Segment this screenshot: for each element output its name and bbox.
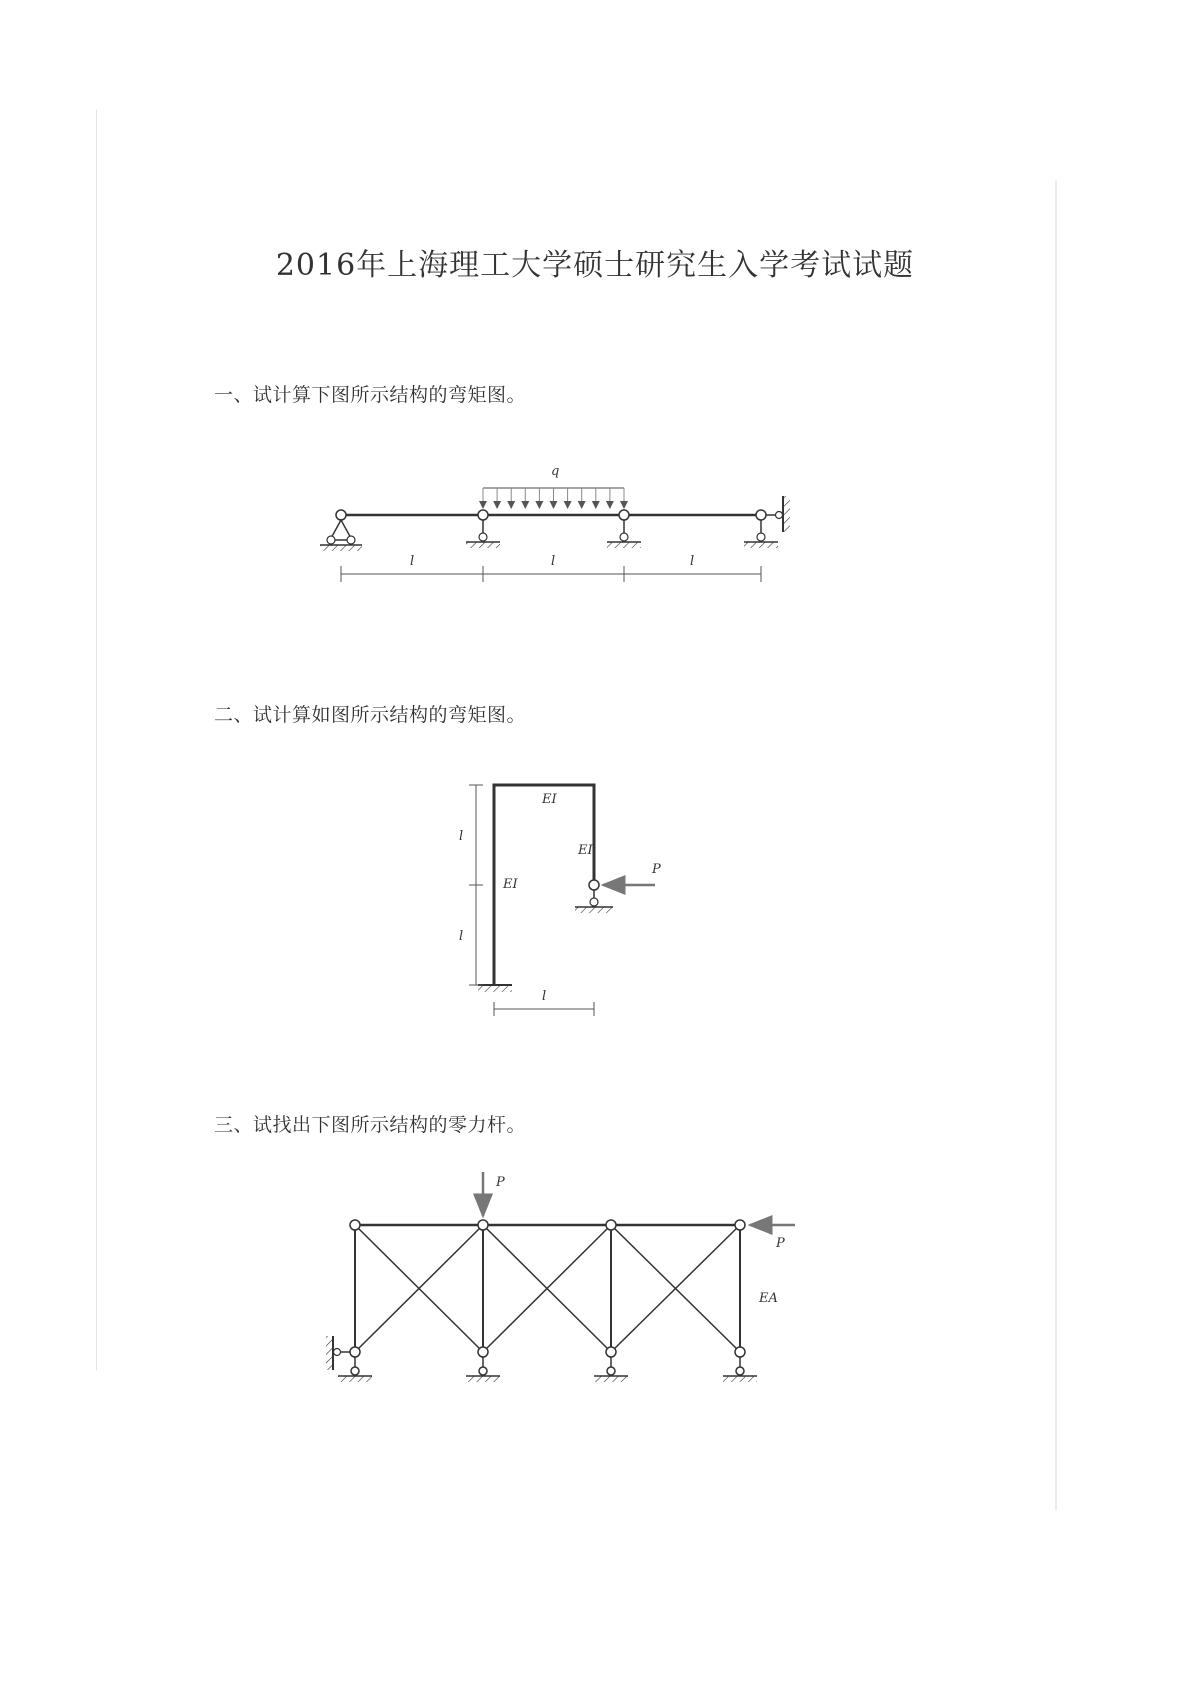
page-title: 2016年上海理工大学硕士研究生入学考试试题 (275, 248, 915, 283)
dim-label-width: l (542, 989, 547, 1004)
dim-label-upper: l (459, 829, 464, 844)
figure-2-frame (459, 785, 661, 1016)
support-right-end (744, 496, 790, 548)
question-1: 一、试计算下图所示结构的弯矩图。 (214, 384, 527, 406)
beam-label-ei: EI (542, 792, 557, 807)
span-label-3: l (690, 554, 695, 569)
member-label-ea: EA (759, 1291, 778, 1306)
force-label-side-p: P (776, 1236, 785, 1251)
fixed-support (478, 985, 512, 992)
question-3: 三、试找出下图所示结构的零力杆。 (214, 1114, 527, 1136)
truss-supports (326, 1336, 757, 1382)
force-label-p: P (652, 862, 661, 877)
dim-label-lower: l (459, 929, 464, 944)
load-label-q: q (551, 464, 560, 479)
span-label-1: l (410, 554, 415, 569)
dimension-vertical (459, 785, 483, 985)
figure-1-beam (320, 464, 790, 582)
distributed-load-q (483, 464, 624, 508)
figure-3-truss (326, 1172, 795, 1382)
dimension-horizontal (494, 989, 594, 1016)
dimension-line-1 (341, 554, 761, 582)
question-2: 二、试计算如图所示结构的弯矩图。 (214, 704, 527, 726)
right-column-label-ei: EI (578, 843, 593, 858)
span-label-2: l (551, 554, 556, 569)
force-label-top-p: P (496, 1175, 505, 1190)
left-column-label-ei: EI (503, 877, 518, 892)
